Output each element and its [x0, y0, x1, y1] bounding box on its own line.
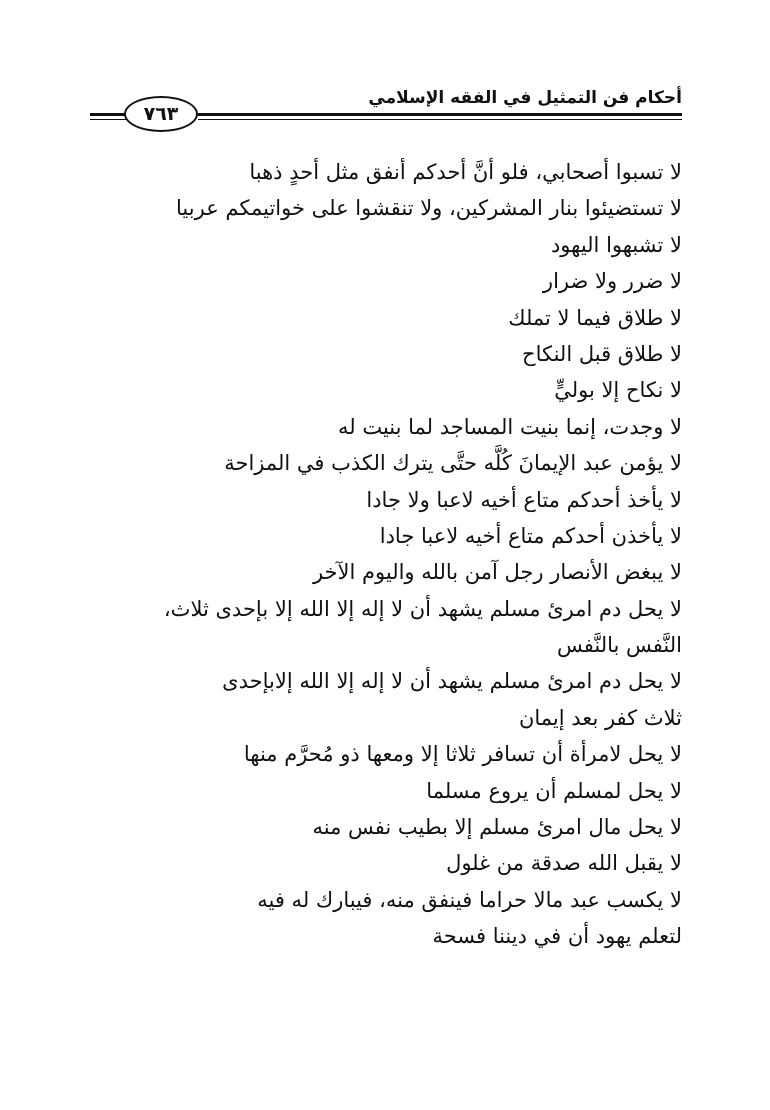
list-item: لتعلم يهود أن في ديننا فسحة	[432, 924, 682, 949]
list-item: لا يحل لمسلم أن يروع مسلما	[426, 778, 682, 803]
list-item: لا تستضيئوا بنار المشركين، ولا تنقشوا على خواتيمكم عربيا	[176, 196, 682, 221]
header-rule-left-thin	[90, 119, 126, 120]
header-rule-left-thick	[90, 113, 126, 116]
list-item-continuation: النَّفس بالنَّفس	[556, 633, 682, 658]
list-item: لا يقبل الله صدقة من غلول	[446, 851, 682, 876]
list-item: لا تسبوا أصحابي، فلو أنَّ أحدكم أنفق مثل أحدٍ ذهبا	[249, 160, 682, 184]
list-item: لا يؤمن عبد الإيمانَ كُلَّه حتَّى يترك الكذب في المزاحة	[224, 451, 682, 476]
list-item: لا تشبهوا اليهود	[550, 232, 682, 257]
page-number-badge	[124, 96, 198, 132]
list-item: لا يحل دم امرئ مسلم يشهد أن لا إله إلا الله إلا بإحدى ثلاث،	[163, 596, 682, 621]
list-item: لا نكاح إلا بوليٍّ	[554, 378, 682, 403]
running-title: أحكام فن التمثيل في الفقه الإسلامي	[368, 88, 682, 108]
hadith-index-list	[82, 154, 682, 955]
list-item: لا يأخذن أحدكم متاع أخيه لاعبا جادا	[379, 523, 682, 548]
list-item: لا طلاق فيما لا تملك	[508, 305, 682, 330]
header-rule-thick	[198, 113, 682, 116]
list-item: لا طلاق قبل النكاح	[522, 341, 682, 366]
page-number: ٧٦٣	[143, 102, 179, 125]
list-item: لا وجدت، إنما بنيت المساجد لما بنيت له	[338, 414, 682, 439]
list-item: لا يأخذ أحدكم متاع أخيه لاعبا ولا جادا	[366, 487, 682, 512]
list-item: لا يحل دم امرئ مسلم يشهد أن لا إله إلا الله إلابإحدى	[222, 669, 682, 694]
list-item-continuation: ثلاث كفر بعد إيمان	[518, 705, 682, 730]
list-item: لا يكسب عبد مالا حراما فينفق منه، فيبارك له فيه	[257, 887, 682, 912]
list-item: لا يحل لامرأة أن تسافر ثلاثا إلا ومعها ذو مُحرَّم منها	[243, 742, 682, 767]
list-item: لا يبغض الأنصار رجل آمن بالله واليوم الآخر	[312, 560, 682, 585]
header-rule-thin	[198, 119, 682, 120]
list-item: لا ضرر ولا ضرار	[542, 269, 682, 294]
list-item: لا يحل مال امرئ مسلم إلا بطيب نفس منه	[312, 815, 682, 840]
